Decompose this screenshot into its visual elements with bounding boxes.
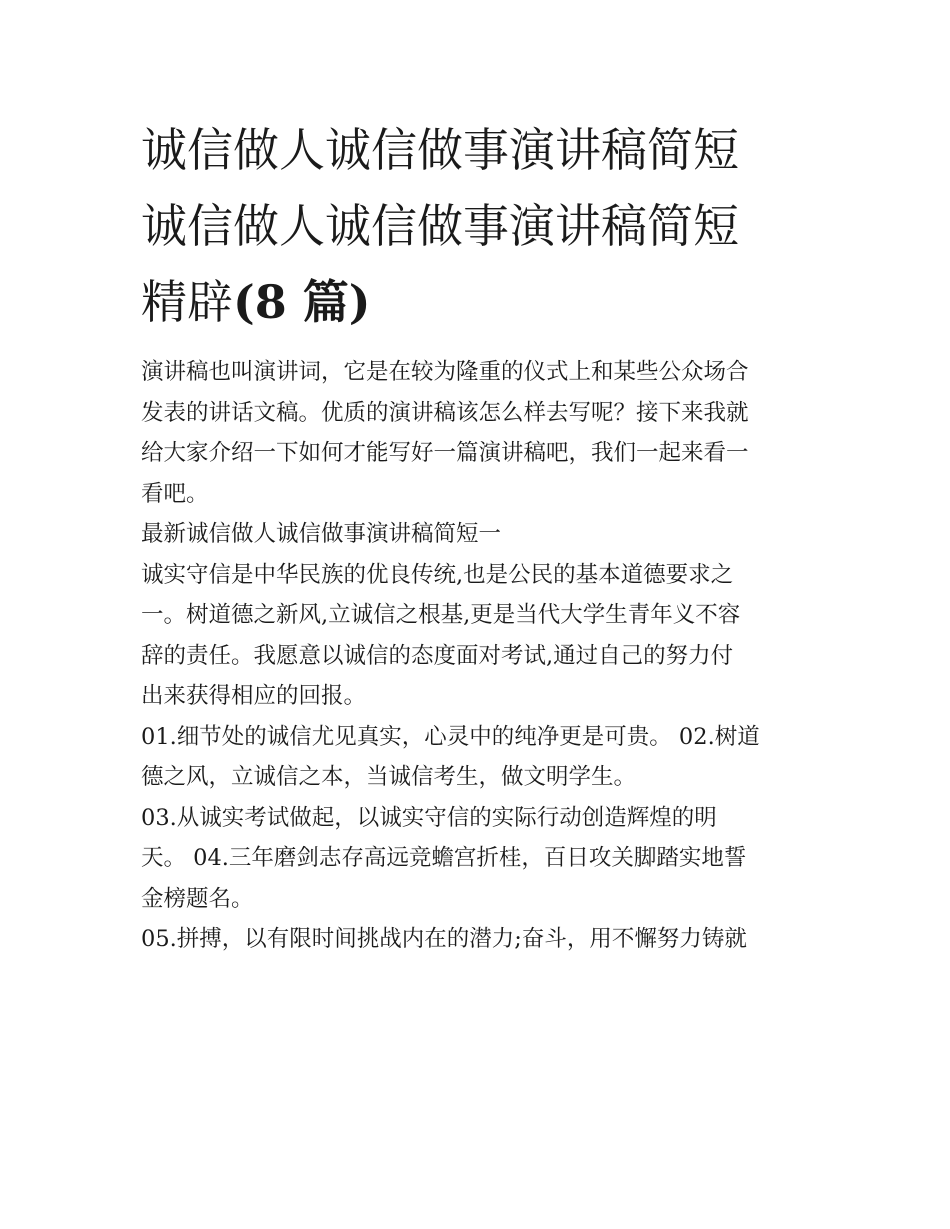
title-line: 诚信做人诚信做事演讲稿简短 (141, 123, 739, 177)
text-line: 诚实守信是中华民族的优良传统,也是公民的基本道德要求之 (141, 561, 734, 588)
text-line: 发表的讲话文稿。优质的演讲稿该怎么样去写呢？接下来我就 (141, 399, 749, 426)
section-heading (141, 514, 813, 555)
text-line: 德之风，立诚信之本，当诚信考生，做文明学生。 (141, 764, 637, 790)
intro-paragraph (141, 352, 813, 514)
text-line: 金榜题名。 (141, 885, 254, 912)
text-line: 演讲稿也叫演讲词，它是在较为隆重的仪式上和某些公众场合 (141, 359, 749, 385)
text-line: 天。 04.三年磨剑志存高远竞蟾宫折桂，百日攻关脚踏实地誓 (141, 845, 747, 871)
text-line: 最新诚信做人诚信做事演讲稿简短一 (141, 521, 502, 547)
text-line: 03.从诚实考试做起，以诚实守信的实际行动创造辉煌的明 (141, 804, 717, 831)
document-title (141, 112, 813, 340)
title-line: 诚信做人诚信做事演讲稿简短 (141, 199, 739, 253)
text-line: 给大家介绍一下如何才能写好一篇演讲稿吧，我们一起来看一 (141, 440, 749, 466)
slogan-paragraph (141, 717, 813, 798)
text-line: 01.细节处的诚信尤见真实，心灵中的纯净更是可贵。 02.树道 (141, 723, 760, 750)
slogan-paragraph (141, 919, 813, 960)
text-line: 05.拼搏，以有限时间挑战内在的潜力;奋斗，用不懈努力铸就 (141, 926, 747, 952)
text-line: 一。树道德之新风,立诚信之根基,更是当代大学生青年义不容 (141, 602, 741, 628)
document-body (141, 352, 813, 960)
text-line: 辞的责任。我愿意以诚信的态度面对考试,通过自己的努力付 (141, 642, 734, 669)
title-count: (8 篇) (233, 275, 371, 329)
title-line (141, 264, 813, 340)
slogan-paragraph (141, 798, 813, 920)
body-paragraph (141, 555, 813, 717)
text-line: 看吧。 (141, 480, 209, 507)
document-page (141, 112, 813, 960)
title-line-text: 精辟 (141, 275, 233, 329)
text-line: 出来获得相应的回报。 (141, 683, 367, 709)
